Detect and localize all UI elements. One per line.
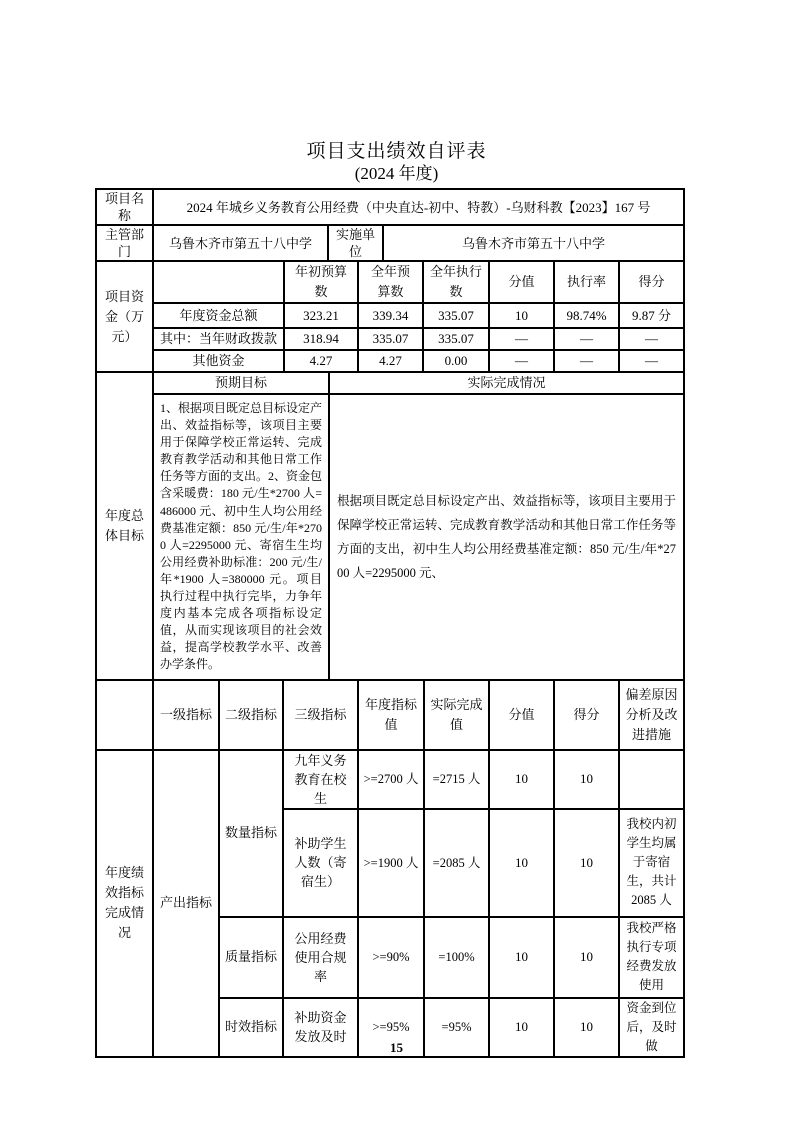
funding-other-initial: 4.27 <box>284 350 358 372</box>
indicator-header-row <box>96 680 684 750</box>
indicator-remark-boarders: 我校内初学生均属于寄宿生，共计 2085 人 <box>619 809 684 917</box>
indicator-actual-timeliness: =95% <box>424 998 489 1057</box>
indicator-target-timeliness: >=95% <box>358 998 424 1057</box>
indicator-header-level1: 一级指标 <box>153 680 219 750</box>
project-name-row <box>96 189 684 225</box>
funding-total-score-value: 10 <box>489 303 554 328</box>
indicator-row-label: 年度绩效指标完成情况 <box>96 750 153 1057</box>
funding-total-score: 9.87 分 <box>619 303 684 328</box>
indicator-header-target: 年度指标值 <box>358 680 424 750</box>
project-name-label: 项目名称 <box>96 189 153 225</box>
project-name-value: 2024 年城乡义务教育公用经费（中央直达-初中、特教）-乌财科教【2023】167 号 <box>153 189 684 225</box>
goal-actual-text: 根据项目既定总目标设定产出、效益指标等，该项目主要用于保障学校正常运转、完成教育教学活动和其他日常工作任务等方面的支出，初中生人均公用经费基准定额：850 元/生/年*2700 人=2295000 元、 <box>329 394 684 680</box>
indicator-level2-quantity: 数量指标 <box>219 750 283 917</box>
indicator-remark-enrollment <box>619 750 684 809</box>
indicator-level3-enrollment: 九年义务教育在校生 <box>283 750 358 809</box>
funding-total-execution: 335.07 <box>423 303 489 328</box>
funding-other-execution-rate: — <box>554 350 619 372</box>
funding-blank-cell <box>153 261 284 303</box>
funding-row-label: 项目资金（万元） <box>96 261 153 372</box>
funding-row-other <box>96 350 684 372</box>
page-subtitle: (2024 年度) <box>354 164 439 183</box>
indicator-row-enrollment <box>96 750 684 809</box>
indicator-header-score-value: 分值 <box>489 680 554 750</box>
indicator-blank-cell <box>96 680 153 750</box>
funding-total-label: 年度资金总额 <box>153 303 284 328</box>
funding-fiscal-score-value: — <box>489 328 554 350</box>
indicator-level1-output: 产出指标 <box>153 750 219 1057</box>
goal-content-row <box>96 394 684 680</box>
funding-row-fiscal <box>96 328 684 350</box>
indicator-level2-timeliness: 时效指标 <box>219 998 283 1057</box>
goal-expected-text: 1、根据项目既定总目标设定产出、效益指标等，该项目主要用于保障学校正常运转、完成教育教学活动和其他日常工作任务等方面的支出。2、资金包含采暖费：180 元/生*2700 人=486000 元、初中生人均公用经费基准定额：850 元/生/年*2700 人=2295000 元、寄宿生生均公用经费补助标准：200 元/生/年*1900 人=380000 元。项目执行过程中执行完毕，力争年度内基本完成各项指标设定值，从而实现该项目的社会效益，提高学校教学水平、改善办学条件。 <box>153 394 329 680</box>
funding-fiscal-execution-rate: — <box>554 328 619 350</box>
page-title: 项目支出绩效自评表 <box>306 141 487 162</box>
funding-fiscal-label: 其中：当年财政拨款 <box>153 328 284 350</box>
indicator-header-deviation: 偏差原因分析及改进措施 <box>619 680 684 750</box>
funding-fiscal-initial: 318.94 <box>284 328 358 350</box>
funding-header-annual-budget: 全年预算数 <box>358 261 423 303</box>
indicator-target-enrollment: >=2700 人 <box>358 750 424 809</box>
indicator-score-compliance: 10 <box>554 917 619 998</box>
self-evaluation-table <box>95 188 683 1058</box>
dept-label: 主管部门 <box>96 225 153 261</box>
indicators-table <box>95 679 685 1058</box>
funding-header-score: 得分 <box>619 261 684 303</box>
funding-header-score-value: 分值 <box>489 261 554 303</box>
indicator-score-value-enrollment: 10 <box>489 750 554 809</box>
funding-header-row <box>96 261 684 303</box>
indicator-score-timeliness: 10 <box>554 998 619 1057</box>
funding-header-annual-execution: 全年执行数 <box>423 261 489 303</box>
impl-value: 乌鲁木齐市第五十八中学 <box>383 225 684 261</box>
indicator-actual-boarders: =2085 人 <box>424 809 489 917</box>
indicator-actual-compliance: =100% <box>424 917 489 998</box>
indicator-score-value-boarders: 10 <box>489 809 554 917</box>
funding-fiscal-budget: 335.07 <box>358 328 423 350</box>
funding-total-budget: 339.34 <box>358 303 423 328</box>
page-number: 15 <box>390 1040 403 1055</box>
indicator-header-actual: 实际完成值 <box>424 680 489 750</box>
indicator-actual-enrollment: =2715 人 <box>424 750 489 809</box>
impl-label: 实施单位 <box>328 225 383 261</box>
annual-goal-table <box>95 371 685 681</box>
funding-fiscal-score: — <box>619 328 684 350</box>
indicator-score-boarders: 10 <box>554 809 619 917</box>
indicator-header-level2: 二级指标 <box>219 680 283 750</box>
funding-other-score-value: — <box>489 350 554 372</box>
goal-row-label: 年度总体目标 <box>96 372 153 680</box>
indicator-target-compliance: >=90% <box>358 917 424 998</box>
indicator-level2-quality: 质量指标 <box>219 917 283 998</box>
indicator-target-boarders: >=1900 人 <box>358 809 424 917</box>
department-row <box>96 225 684 261</box>
funding-fiscal-execution: 335.07 <box>423 328 489 350</box>
indicator-level3-compliance: 公用经费使用合规率 <box>283 917 358 998</box>
funding-row-total <box>96 303 684 328</box>
funding-table <box>95 260 685 373</box>
funding-header-initial-budget: 年初预算数 <box>284 261 358 303</box>
dept-value: 乌鲁木齐市第五十八中学 <box>153 225 328 261</box>
indicator-level3-timeliness: 补助资金发放及时 <box>283 998 358 1057</box>
funding-other-label: 其他资金 <box>153 350 284 372</box>
indicator-remark-compliance: 我校严格执行专项经费发放使用 <box>619 917 684 998</box>
funding-header-execution-rate: 执行率 <box>554 261 619 303</box>
indicator-remark-timeliness: 资金到位后，及时做 <box>619 998 684 1057</box>
funding-total-execution-rate: 98.74% <box>554 303 619 328</box>
indicator-score-value-timeliness: 10 <box>489 998 554 1057</box>
goal-expected-header: 预期目标 <box>153 372 329 394</box>
indicator-header-level3: 三级指标 <box>283 680 358 750</box>
goal-header-row <box>96 372 684 394</box>
indicator-header-score: 得分 <box>554 680 619 750</box>
info-table <box>95 188 685 262</box>
indicator-score-enrollment: 10 <box>554 750 619 809</box>
funding-other-score: — <box>619 350 684 372</box>
funding-other-execution: 0.00 <box>423 350 489 372</box>
indicator-level3-boarders: 补助学生人数（寄宿生） <box>283 809 358 917</box>
goal-actual-header: 实际完成情况 <box>329 372 684 394</box>
indicator-score-value-compliance: 10 <box>489 917 554 998</box>
funding-total-initial: 323.21 <box>284 303 358 328</box>
funding-other-budget: 4.27 <box>358 350 423 372</box>
